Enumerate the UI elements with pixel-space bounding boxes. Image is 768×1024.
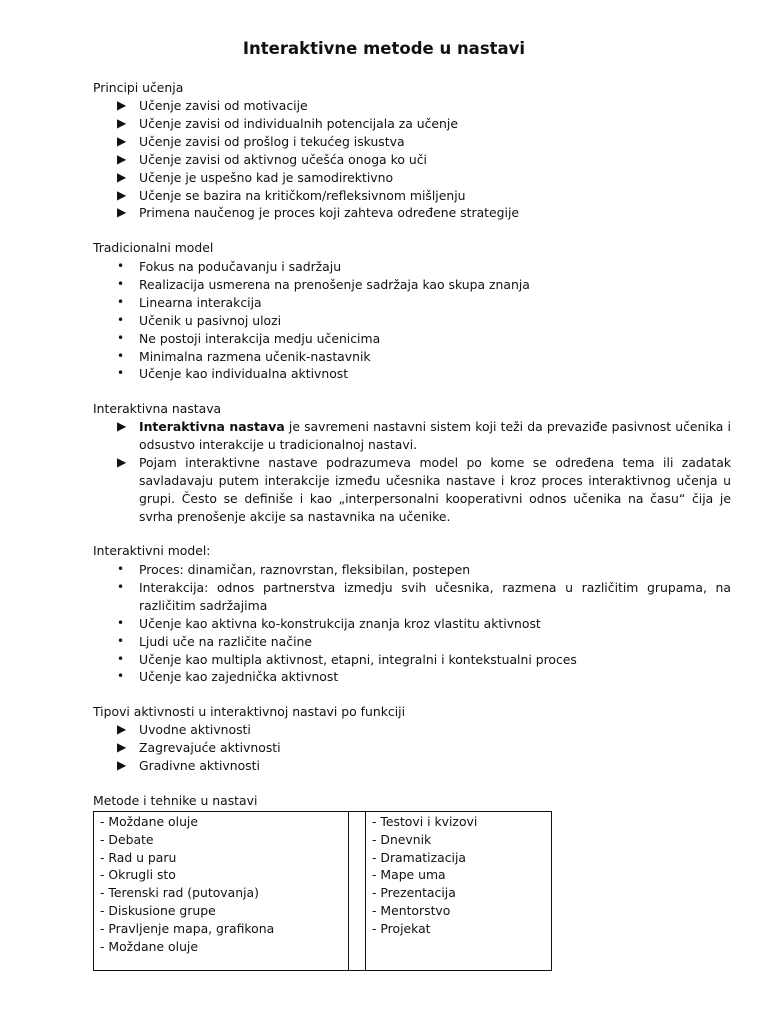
section-heading-metode: Metode i tehnike u nastavi [93,793,258,808]
list-item: - Dnevnik [372,831,432,847]
list-item: - Prezentacija [372,885,456,901]
section-heading-principi: Principi učenja [93,80,184,95]
bold-term: Interaktivna nastava [139,419,285,434]
bullet-icon: • [117,669,125,684]
list-item: ▶ Učenje je uspešno kad je samodirektivno [117,169,394,185]
list-item: - Projekat [372,920,431,936]
bullet-icon: • [117,348,125,363]
list-item: - Mape uma [372,867,446,883]
list-item: ▶ Zagrevajuće aktivnosti [117,739,281,755]
arrow-bullet-icon: ▶ [117,98,127,112]
list-item: ▶ Učenje zavisi od individualnih potencijala za učenje [117,115,458,131]
list-item: • Fokus na podučavanju i sadržaju [117,259,342,274]
arrow-bullet-icon: ▶ [117,133,127,148]
model-list [117,561,731,686]
bullet-icon: • [117,651,125,666]
section-heading-model: Interaktivni model: [93,543,211,558]
arrow-bullet-icon: ▶ [117,205,127,220]
arrow-bullet-icon: ▶ [117,419,127,433]
list-item: ▶ Primena naučenog je proces koji zahteva određene strategije [117,205,520,221]
list-item: • Minimalna razmena učenik-nastavnik [117,348,371,364]
tradicionalni-list [117,258,731,383]
section-heading-interaktivna: Interaktivna nastava [93,401,222,416]
list-item: • Učenje kao multipla aktivnost, etapni, integralni i kontekstualni proces [117,651,577,667]
list-item: • Učenje kao aktivna ko-konstrukcija znanja kroz vlastitu aktivnost [117,615,541,631]
list-item: • Realizacija usmerena na prenošenje sadržaja kao skupa znanja [117,276,530,292]
list-item: ▶ Uvodne aktivnosti [117,722,251,737]
methods-right-list [366,812,551,938]
methods-left-list [94,812,348,955]
list-item: • Linearna interakcija [117,294,262,310]
list-item: - Okrugli sto [100,867,176,883]
arrow-bullet-icon: ▶ [117,757,127,772]
methods-table-right-cell [365,811,552,971]
list-item: - Mentorstvo [372,902,451,918]
arrow-bullet-icon: ▶ [117,187,127,202]
page-title: Interaktivne metode u nastavi [242,39,526,58]
list-item: ▶ Pojam interaktivne nastave podrazumeva model po kome se određena tema ili zadatak savladavaju putem interakcije između učesnika nastave i kroz proces interaktivnog učenja u grupi. Često se definiše i kao „interpersonalni kooperativni odnos učenika na času“ čija je svrha prenošenje akcije sa nastavnika na učenike. [117,454,731,524]
list-item: • Učenje kao individualna aktivnost [117,366,349,382]
list-item: - Testovi i kvizovi [372,814,478,829]
section-heading-tradicionalni: Tradicionalni model [93,240,214,255]
list-item: ▶ Učenje zavisi od prošlog i tekućeg iskustva [117,133,405,149]
arrow-bullet-icon: ▶ [117,454,127,469]
methods-table-spacer-cell [348,811,366,971]
arrow-bullet-icon: ▶ [117,151,127,166]
arrow-bullet-icon: ▶ [117,115,127,130]
list-item: • Učenik u pasivnoj ulozi [117,312,282,328]
list-item: - Pravljenje mapa, grafikona [100,920,275,936]
list-item: ▶ Gradivne aktivnosti [117,757,260,773]
list-item: • Učenje kao zajednička aktivnost [117,669,339,685]
list-item: • Proces: dinamičan, raznovrstan, fleksibilan, postepen [117,562,471,577]
list-item: ▶ Učenje zavisi od aktivnog učešća onoga ko uči [117,151,427,167]
list-item: - Moždane oluje [100,814,198,829]
methods-table-left-cell [93,811,349,971]
list-item: • Ne postoji interakcija medju učenicima [117,330,381,346]
list-item: ▶ Učenje zavisi od motivacije [117,98,308,113]
bullet-icon: • [117,330,125,345]
bullet-icon: • [117,615,125,630]
bullet-icon: • [117,579,125,594]
bullet-icon: • [117,562,125,576]
interaktivna-list [117,418,731,525]
list-item: • Ljudi uče na različite načine [117,633,312,649]
bullet-icon: • [117,294,125,309]
list-item: - Diskusione grupe [100,902,216,918]
bullet-icon: • [117,366,125,381]
bullet-icon: • [117,633,125,648]
list-item: - Dramatizacija [372,849,466,865]
arrow-bullet-icon: ▶ [117,169,127,184]
list-item: ▶ Učenje se bazira na kritičkom/refleksivnom mišljenju [117,187,466,203]
bullet-icon: • [117,259,125,273]
bullet-icon: • [117,312,125,327]
section-heading-tipovi: Tipovi aktivnosti u interaktivnoj nastavi po funkciji [93,704,406,719]
arrow-bullet-icon: ▶ [117,722,127,736]
tipovi-list [117,721,731,775]
list-item: - Moždane oluje [100,938,198,954]
arrow-bullet-icon: ▶ [117,739,127,754]
list-item: - Terenski rad (putovanja) [100,885,259,901]
principi-list [117,97,731,222]
bullet-icon: • [117,276,125,291]
list-item: - Debate [100,831,154,847]
list-item: • Interakcija: odnos partnerstva izmedju svih učesnika, razmena u različitim grupama, na različitim sadržajima [117,579,731,613]
list-item: ▶ Interaktivna nastava je savremeni nastavni sistem koji teži da prevaziđe pasivnost učenika i odsustvo interakcije u tradicionalnoj nastavi. [117,419,731,452]
list-item: - Rad u paru [100,849,177,865]
